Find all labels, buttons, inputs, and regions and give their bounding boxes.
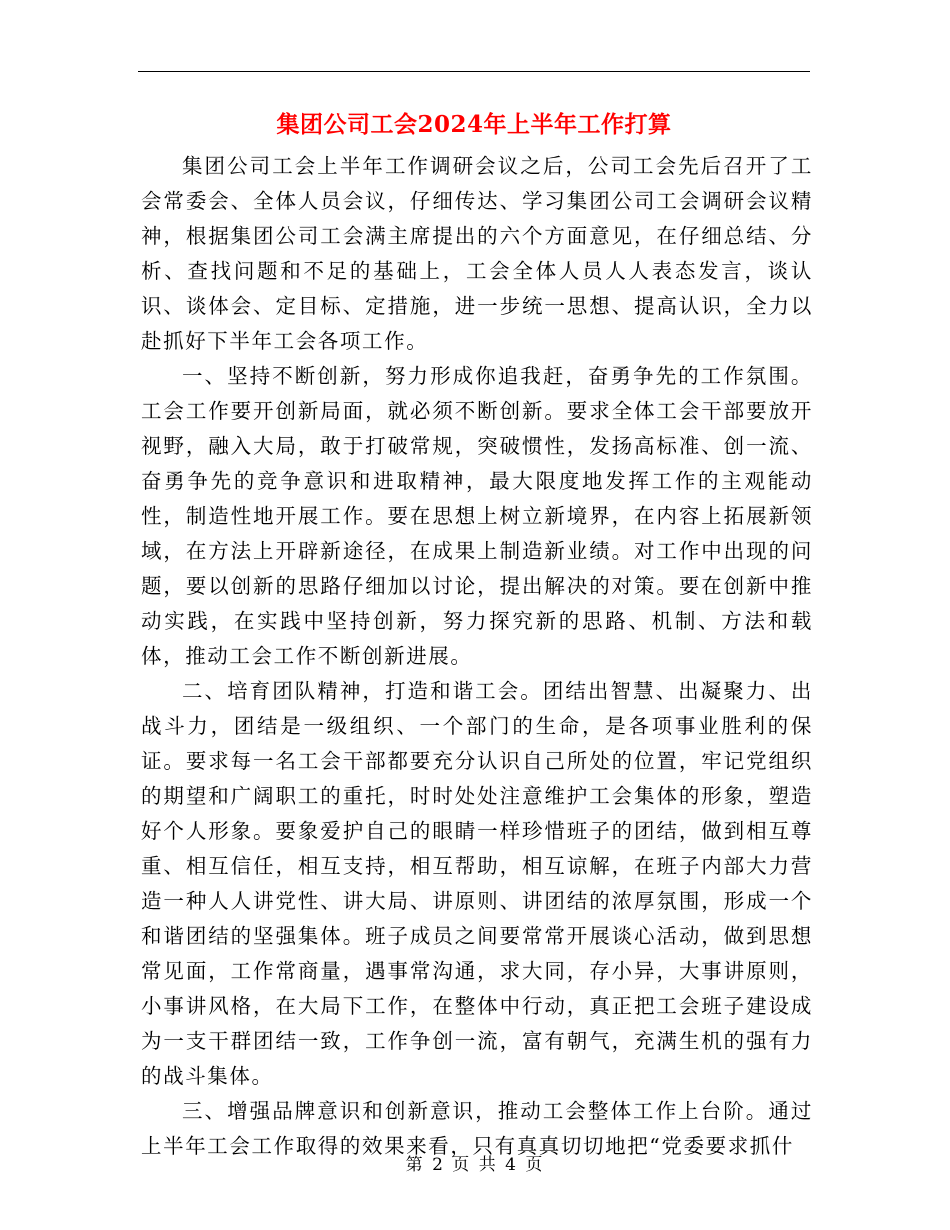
document-body <box>141 149 813 1164</box>
paragraph-section-3: 三、增强品牌意识和创新意识，推动工会整体工作上台阶。通过上半年工会工作取得的效果来看，只有真真切切地把“党委要求抓什 <box>141 1099 813 1158</box>
paragraph-section-2: 二、培育团队精神，打造和谐工会。团结出智慧、出凝聚力、出战斗力，团结是一级组织、一个部门的生命，是各项事业胜利的保证。要求每一名工会干部都要充分认识自己所处的位置，牢记党组织的期望和广阔职工的重托，时时处处注意维护工会集体的形象，塑造好个人形象。要象爱护自己的眼睛一样珍惜班子的团结，做到相互尊重、相互信任，相互支持，相互帮助，相互谅解，在班子内部大力营造一种人人讲党性、讲大局、讲原则、讲团结的浓厚氛围，形成一个和谐团结的坚强集体。班子成员之间要常常开展谈心活动，做到思想常见面，工作常商量，遇事常沟通，求大同，存小异，大事讲原则，小事讲风格，在大局下工作，在整体中行动，真正把工会班子建设成为一支干群团结一致，工作争创一流，富有朝气，充满生机的强有力的战斗集体。 <box>141 679 813 1088</box>
document-title: 集团公司工会2024年上半年工作打算 <box>276 111 672 138</box>
paragraph-section-1: 一、坚持不断创新，努力形成你追我赶，奋勇争先的工作氛围。工会工作要开创新局面，就必须不断创新。要求全体工会干部要放开视野，融入大局，敢于打破常规，突破惯性，发扬高标准、创一流、奋勇争先的竞争意识和进取精神，最大限度地发挥工作的主观能动性，制造性地开展工作。要在思想上树立新境界，在内容上拓展新领域，在方法上开辟新途径，在成果上制造新业绩。对工作中出现的问题，要以创新的思路仔细加以讨论，提出解决的对策。要在创新中推动实践，在实践中坚持创新，努力探究新的思路、机制、方法和载体，推动工会工作不断创新进展。 <box>141 364 813 668</box>
page-number: 第 2 页 共 4 页 <box>405 1155 545 1175</box>
header-rule <box>138 71 810 72</box>
paragraph-intro: 集团公司工会上半年工作调研会议之后，公司工会先后召开了工会常委会、全体人员会议，仔细传达、学习集团公司工会调研会议精神，根据集团公司工会满主席提出的六个方面意见，在仔细总结、分析、查找问题和不足的基础上，工会全体人员人人表态发言，谈认识、谈体会、定目标、定措施，进一步统一思想、提高认识，全力以赴抓好下半年工会各项工作。 <box>141 154 813 353</box>
